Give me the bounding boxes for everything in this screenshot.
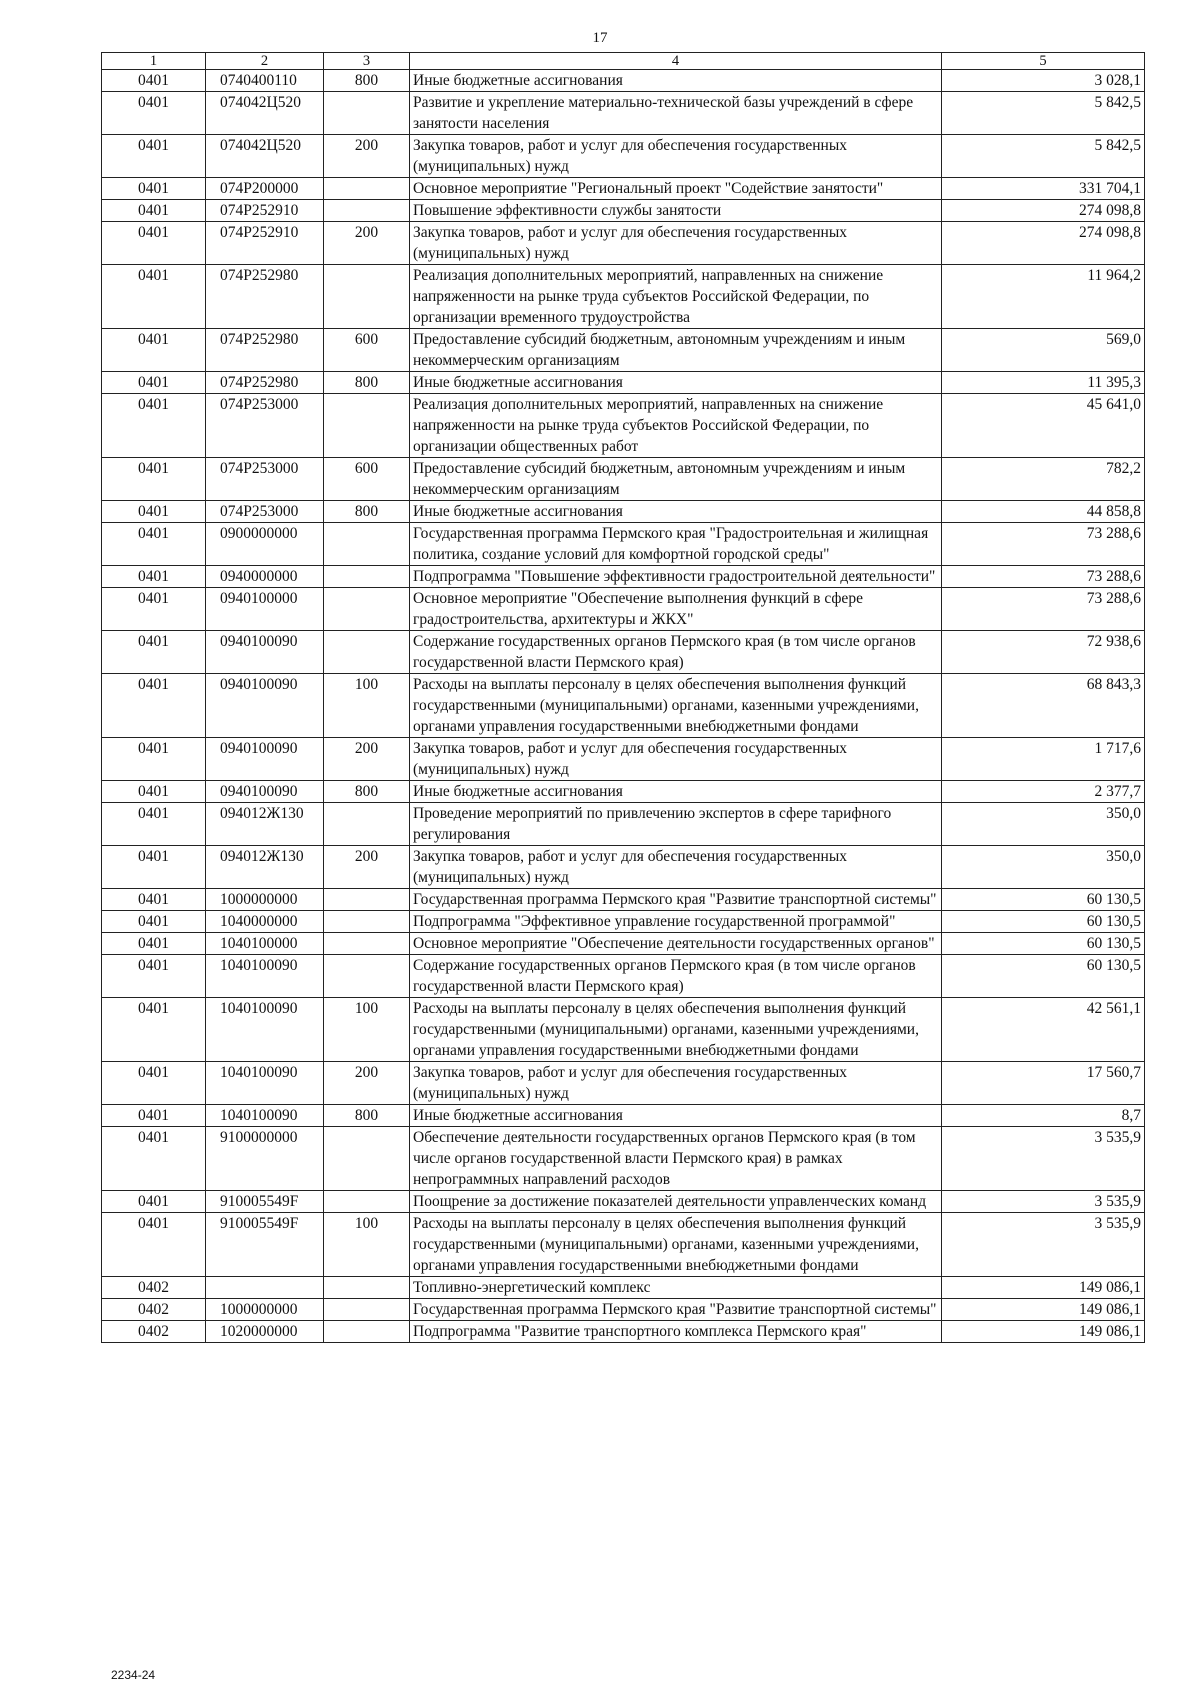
table-row <box>102 588 1145 631</box>
table-row <box>102 372 1145 394</box>
cell-amount: 73 288,6 <box>942 523 1145 566</box>
cell-section-code: 0401 <box>102 178 206 200</box>
table-row <box>102 178 1145 200</box>
cell-amount: 5 842,5 <box>942 92 1145 135</box>
table-row <box>102 933 1145 955</box>
table-row <box>102 781 1145 803</box>
cell-amount: 8,7 <box>942 1105 1145 1127</box>
table-row <box>102 501 1145 523</box>
cell-description: Расходы на выплаты персоналу в целях обеспечения выполнения функций государственными (муниципальными) органами, казенными учреждениями, органами управления государственными внебюджетными фондами <box>410 674 942 738</box>
table-row <box>102 329 1145 372</box>
cell-section-code: 0401 <box>102 394 206 458</box>
cell-amount: 60 130,5 <box>942 889 1145 911</box>
cell-target-article: 0940000000 <box>206 566 324 588</box>
cell-target-article: 910005549F <box>206 1213 324 1277</box>
cell-description: Государственная программа Пермского края "Развитие транспортной системы" <box>410 889 942 911</box>
cell-section-code: 0401 <box>102 674 206 738</box>
cell-description: Закупка товаров, работ и услуг для обеспечения государственных (муниципальных) нужд <box>410 1062 942 1105</box>
cell-expense-type: 100 <box>324 1213 410 1277</box>
cell-description: Топливно-энергетический комплекс <box>410 1277 942 1299</box>
cell-description: Развитие и укрепление материально-технической базы учреждений в сфере занятости населения <box>410 92 942 135</box>
cell-target-article: 074P252980 <box>206 329 324 372</box>
cell-expense-type <box>324 933 410 955</box>
cell-expense-type <box>324 1277 410 1299</box>
cell-target-article: 0940100090 <box>206 631 324 674</box>
cell-section-code: 0401 <box>102 92 206 135</box>
column-header-2: 2 <box>206 53 324 70</box>
cell-expense-type <box>324 1127 410 1191</box>
cell-expense-type: 200 <box>324 1062 410 1105</box>
cell-description: Иные бюджетные ассигнования <box>410 70 942 92</box>
table-row <box>102 1321 1145 1343</box>
cell-amount: 149 086,1 <box>942 1321 1145 1343</box>
cell-expense-type <box>324 178 410 200</box>
cell-description: Основное мероприятие "Обеспечение деятельности государственных органов" <box>410 933 942 955</box>
cell-expense-type <box>324 911 410 933</box>
cell-expense-type: 800 <box>324 781 410 803</box>
cell-expense-type: 800 <box>324 70 410 92</box>
cell-target-article: 0940100090 <box>206 674 324 738</box>
cell-expense-type <box>324 394 410 458</box>
cell-expense-type <box>324 588 410 631</box>
cell-amount: 1 717,6 <box>942 738 1145 781</box>
cell-expense-type: 200 <box>324 738 410 781</box>
cell-description: Иные бюджетные ассигнования <box>410 781 942 803</box>
table-row <box>102 200 1145 222</box>
cell-expense-type: 600 <box>324 458 410 501</box>
cell-expense-type: 200 <box>324 222 410 265</box>
cell-amount: 3 535,9 <box>942 1213 1145 1277</box>
cell-expense-type <box>324 265 410 329</box>
cell-expense-type: 800 <box>324 372 410 394</box>
cell-description: Иные бюджетные ассигнования <box>410 1105 942 1127</box>
cell-target-article: 074P252980 <box>206 372 324 394</box>
cell-description: Проведение мероприятий по привлечению экспертов в сфере тарифного регулирования <box>410 803 942 846</box>
cell-amount: 3 535,9 <box>942 1127 1145 1191</box>
cell-description: Подпрограмма "Повышение эффективности градостроительной деятельности" <box>410 566 942 588</box>
table-body <box>102 70 1145 1343</box>
table-row <box>102 458 1145 501</box>
table-row <box>102 911 1145 933</box>
cell-amount: 73 288,6 <box>942 588 1145 631</box>
cell-expense-type <box>324 92 410 135</box>
cell-description: Подпрограмма "Эффективное управление государственной программой" <box>410 911 942 933</box>
table-row <box>102 394 1145 458</box>
cell-section-code: 0401 <box>102 70 206 92</box>
cell-target-article: 074P252910 <box>206 200 324 222</box>
cell-expense-type: 800 <box>324 501 410 523</box>
cell-description: Подпрограмма "Развитие транспортного комплекса Пермского края" <box>410 1321 942 1343</box>
table-row <box>102 1191 1145 1213</box>
table-row <box>102 1299 1145 1321</box>
cell-description: Поощрение за достижение показателей деятельности управленческих команд <box>410 1191 942 1213</box>
cell-target-article: 094012Ж130 <box>206 846 324 889</box>
cell-amount: 2 377,7 <box>942 781 1145 803</box>
table-row <box>102 1213 1145 1277</box>
cell-section-code: 0401 <box>102 998 206 1062</box>
cell-description: Закупка товаров, работ и услуг для обеспечения государственных (муниципальных) нужд <box>410 135 942 178</box>
cell-description: Закупка товаров, работ и услуг для обеспечения государственных (муниципальных) нужд <box>410 738 942 781</box>
cell-description: Предоставление субсидий бюджетным, автономным учреждениям и иным некоммерческим организациям <box>410 329 942 372</box>
cell-expense-type: 600 <box>324 329 410 372</box>
cell-amount: 60 130,5 <box>942 955 1145 998</box>
cell-amount: 11 964,2 <box>942 265 1145 329</box>
cell-section-code: 0401 <box>102 523 206 566</box>
table-row <box>102 265 1145 329</box>
cell-section-code: 0402 <box>102 1321 206 1343</box>
table-row <box>102 1277 1145 1299</box>
cell-target-article <box>206 1277 324 1299</box>
document-code: 2234-24 <box>111 1668 156 1682</box>
cell-section-code: 0401 <box>102 1062 206 1105</box>
cell-description: Предоставление субсидий бюджетным, автономным учреждениям и иным некоммерческим организациям <box>410 458 942 501</box>
cell-amount: 45 641,0 <box>942 394 1145 458</box>
cell-section-code: 0402 <box>102 1299 206 1321</box>
cell-expense-type <box>324 889 410 911</box>
cell-target-article: 1000000000 <box>206 1299 324 1321</box>
cell-target-article: 074P200000 <box>206 178 324 200</box>
cell-expense-type <box>324 955 410 998</box>
table-row <box>102 738 1145 781</box>
table-row <box>102 523 1145 566</box>
cell-target-article: 0940100090 <box>206 781 324 803</box>
cell-section-code: 0401 <box>102 781 206 803</box>
cell-description: Повышение эффективности службы занятости <box>410 200 942 222</box>
column-header-3: 3 <box>324 53 410 70</box>
cell-section-code: 0401 <box>102 1191 206 1213</box>
table-row <box>102 135 1145 178</box>
cell-target-article: 0940100000 <box>206 588 324 631</box>
table-row <box>102 222 1145 265</box>
cell-amount: 17 560,7 <box>942 1062 1145 1105</box>
cell-description: Реализация дополнительных мероприятий, направленных на снижение напряженности на рынке труда субъектов Российской Федерации, по организации общественных работ <box>410 394 942 458</box>
cell-section-code: 0401 <box>102 889 206 911</box>
cell-target-article: 1040100090 <box>206 998 324 1062</box>
cell-amount: 782,2 <box>942 458 1145 501</box>
cell-section-code: 0401 <box>102 135 206 178</box>
cell-amount: 149 086,1 <box>942 1299 1145 1321</box>
cell-description: Расходы на выплаты персоналу в целях обеспечения выполнения функций государственными (муниципальными) органами, казенными учреждениями, органами управления государственными внебюджетными фондами <box>410 1213 942 1277</box>
cell-target-article: 0940100090 <box>206 738 324 781</box>
cell-expense-type: 100 <box>324 674 410 738</box>
table-row <box>102 803 1145 846</box>
cell-target-article: 1000000000 <box>206 889 324 911</box>
cell-target-article: 074P252910 <box>206 222 324 265</box>
cell-amount: 68 843,3 <box>942 674 1145 738</box>
cell-amount: 42 561,1 <box>942 998 1145 1062</box>
cell-expense-type <box>324 803 410 846</box>
cell-section-code: 0401 <box>102 566 206 588</box>
cell-amount: 274 098,8 <box>942 200 1145 222</box>
cell-target-article: 074P253000 <box>206 458 324 501</box>
cell-target-article: 1040100000 <box>206 933 324 955</box>
cell-target-article: 1040000000 <box>206 911 324 933</box>
table-row <box>102 631 1145 674</box>
cell-target-article: 094012Ж130 <box>206 803 324 846</box>
table-row <box>102 92 1145 135</box>
cell-section-code: 0401 <box>102 803 206 846</box>
cell-amount: 569,0 <box>942 329 1145 372</box>
cell-target-article: 9100000000 <box>206 1127 324 1191</box>
cell-target-article: 910005549F <box>206 1191 324 1213</box>
cell-section-code: 0401 <box>102 265 206 329</box>
cell-amount: 5 842,5 <box>942 135 1145 178</box>
table-row <box>102 1105 1145 1127</box>
table-row <box>102 889 1145 911</box>
table-row <box>102 674 1145 738</box>
cell-section-code: 0401 <box>102 911 206 933</box>
cell-section-code: 0401 <box>102 588 206 631</box>
cell-target-article: 1040100090 <box>206 1062 324 1105</box>
cell-description: Закупка товаров, работ и услуг для обеспечения государственных (муниципальных) нужд <box>410 222 942 265</box>
cell-amount: 11 395,3 <box>942 372 1145 394</box>
cell-section-code: 0401 <box>102 846 206 889</box>
cell-expense-type <box>324 631 410 674</box>
cell-description: Обеспечение деятельности государственных органов Пермского края (в том числе органов государственной власти Пермского края) в рамках непрограммных направлений расходов <box>410 1127 942 1191</box>
column-header-1: 1 <box>102 53 206 70</box>
cell-description: Основное мероприятие "Обеспечение выполнения функций в сфере градостроительства, архитектуры и ЖКХ" <box>410 588 942 631</box>
cell-section-code: 0401 <box>102 1127 206 1191</box>
cell-description: Государственная программа Пермского края "Градостроительная и жилищная политика, создание условий для комфортной городской среды" <box>410 523 942 566</box>
cell-description: Расходы на выплаты персоналу в целях обеспечения выполнения функций государственными (муниципальными) органами, казенными учреждениями, органами управления государственными внебюджетными фондами <box>410 998 942 1062</box>
cell-description: Содержание государственных органов Пермского края (в том числе органов государственной власти Пермского края) <box>410 631 942 674</box>
cell-section-code: 0401 <box>102 1213 206 1277</box>
cell-target-article: 074P253000 <box>206 501 324 523</box>
cell-description: Иные бюджетные ассигнования <box>410 501 942 523</box>
cell-section-code: 0402 <box>102 1277 206 1299</box>
cell-expense-type <box>324 200 410 222</box>
cell-amount: 3 028,1 <box>942 70 1145 92</box>
cell-expense-type: 800 <box>324 1105 410 1127</box>
cell-amount: 73 288,6 <box>942 566 1145 588</box>
cell-amount: 350,0 <box>942 846 1145 889</box>
cell-amount: 60 130,5 <box>942 911 1145 933</box>
cell-description: Закупка товаров, работ и услуг для обеспечения государственных (муниципальных) нужд <box>410 846 942 889</box>
page-number: 17 <box>592 30 608 46</box>
cell-description: Содержание государственных органов Пермского края (в том числе органов государственной власти Пермского края) <box>410 955 942 998</box>
cell-section-code: 0401 <box>102 501 206 523</box>
cell-section-code: 0401 <box>102 631 206 674</box>
cell-description: Основное мероприятие "Региональный проект "Содействие занятости" <box>410 178 942 200</box>
budget-table <box>101 52 1145 1343</box>
cell-expense-type <box>324 1191 410 1213</box>
cell-description: Реализация дополнительных мероприятий, направленных на снижение напряженности на рынке труда субъектов Российской Федерации, по организации временного трудоустройства <box>410 265 942 329</box>
cell-section-code: 0401 <box>102 738 206 781</box>
cell-amount: 331 704,1 <box>942 178 1145 200</box>
cell-section-code: 0401 <box>102 329 206 372</box>
cell-amount: 60 130,5 <box>942 933 1145 955</box>
table-row <box>102 846 1145 889</box>
cell-section-code: 0401 <box>102 222 206 265</box>
cell-amount: 3 535,9 <box>942 1191 1145 1213</box>
cell-amount: 44 858,8 <box>942 501 1145 523</box>
cell-section-code: 0401 <box>102 955 206 998</box>
cell-section-code: 0401 <box>102 372 206 394</box>
column-header-4: 4 <box>410 53 942 70</box>
table-row <box>102 1127 1145 1191</box>
cell-target-article: 1040100090 <box>206 1105 324 1127</box>
cell-target-article: 1040100090 <box>206 955 324 998</box>
cell-amount: 350,0 <box>942 803 1145 846</box>
cell-section-code: 0401 <box>102 200 206 222</box>
cell-target-article: 0900000000 <box>206 523 324 566</box>
cell-section-code: 0401 <box>102 1105 206 1127</box>
cell-section-code: 0401 <box>102 933 206 955</box>
cell-expense-type <box>324 1299 410 1321</box>
table-row <box>102 955 1145 998</box>
cell-expense-type: 200 <box>324 846 410 889</box>
cell-target-article: 074042Ц520 <box>206 92 324 135</box>
cell-expense-type <box>324 1321 410 1343</box>
cell-target-article: 0740400110 <box>206 70 324 92</box>
column-number-row <box>102 53 1145 70</box>
cell-expense-type <box>324 523 410 566</box>
table-row <box>102 566 1145 588</box>
cell-amount: 274 098,8 <box>942 222 1145 265</box>
cell-description: Государственная программа Пермского края "Развитие транспортной системы" <box>410 1299 942 1321</box>
cell-target-article: 074P252980 <box>206 265 324 329</box>
cell-section-code: 0401 <box>102 458 206 501</box>
table-row <box>102 998 1145 1062</box>
cell-target-article: 1020000000 <box>206 1321 324 1343</box>
table-row <box>102 1062 1145 1105</box>
column-header-5: 5 <box>942 53 1145 70</box>
cell-expense-type: 100 <box>324 998 410 1062</box>
cell-target-article: 074042Ц520 <box>206 135 324 178</box>
cell-amount: 149 086,1 <box>942 1277 1145 1299</box>
cell-amount: 72 938,6 <box>942 631 1145 674</box>
cell-expense-type <box>324 566 410 588</box>
cell-expense-type: 200 <box>324 135 410 178</box>
cell-target-article: 074P253000 <box>206 394 324 458</box>
table-row <box>102 70 1145 92</box>
cell-description: Иные бюджетные ассигнования <box>410 372 942 394</box>
